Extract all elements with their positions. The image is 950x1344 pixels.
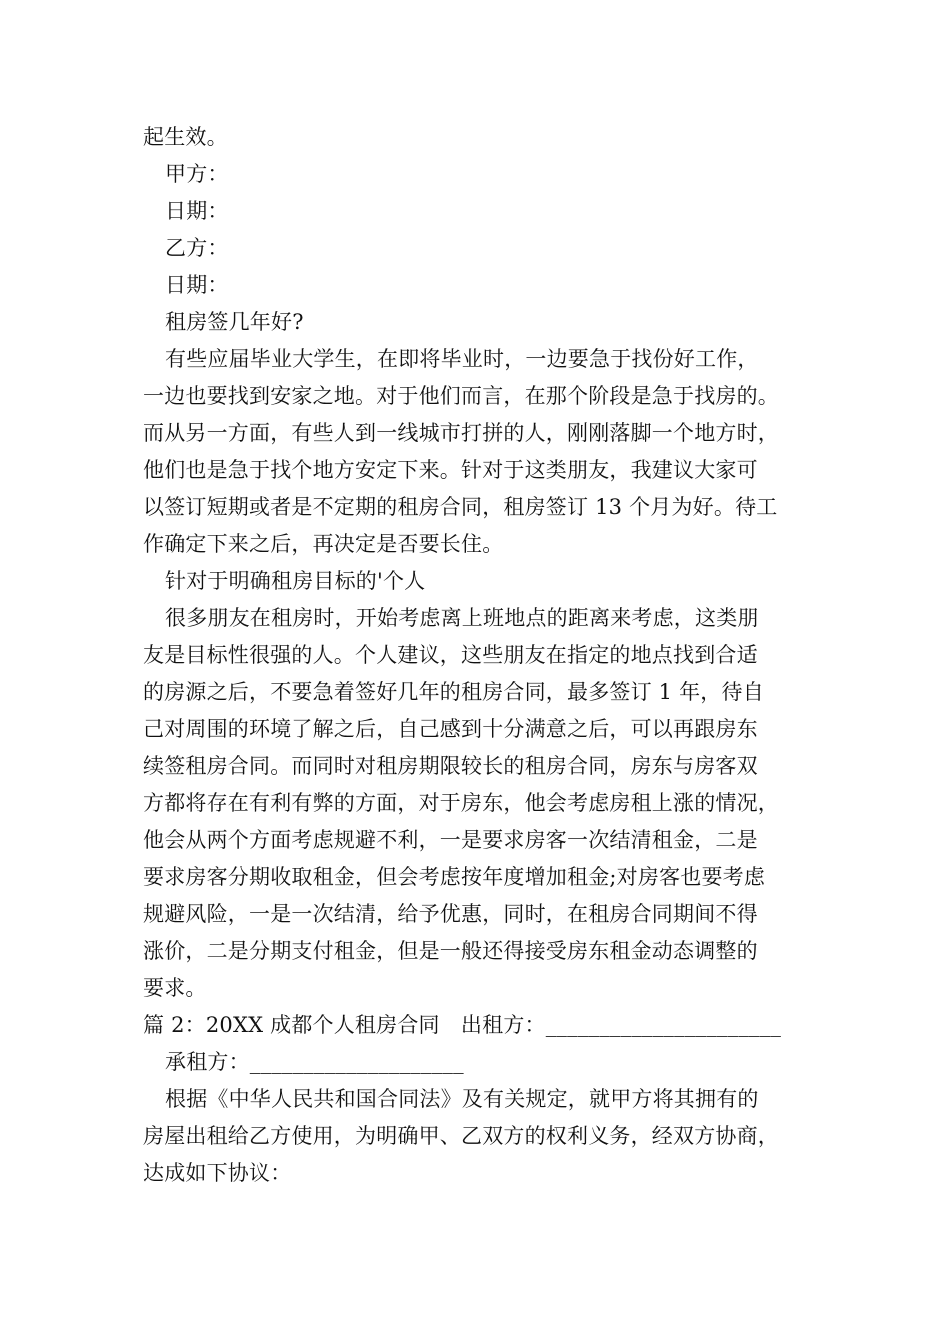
paragraph-line: 方都将存在有利有弊的方面，对于房东，他会考虑房租上涨的情况， [143,791,779,815]
section-heading: 针对于明确租房目标的'个人 [165,569,426,593]
paragraph-line: 规避风险，一是一次结清，给予优惠，同时，在租房合同期间不得 [143,902,758,926]
lessee-line: 承租方：____________________ [165,1050,464,1074]
paragraph-line: 己对周围的环境了解之后，自己感到十分满意之后，可以再跟房东 [143,717,758,741]
party-a-label: 甲方： [165,162,229,186]
paragraph-line: 他会从两个方面考虑规避不利，一是要求房客一次结清租金，二是 [143,828,758,852]
paragraph-line: 要求房客分期收取租金，但会考虑按年度增加租金;对房客也要考虑 [143,865,766,889]
paragraph-line: 续签租房合同。而同时对租房期限较长的租房合同，房东与房客双 [143,754,758,778]
paragraph-line: 根据《中华人民共和国合同法》及有关规定，就甲方将其拥有的 [165,1087,759,1111]
paragraph-line: 以签订短期或者是不定期的租房合同，租房签订 13 个月为好。待工 [143,495,778,519]
paragraph-line: 房屋出租给乙方使用，为明确甲、乙双方的权利义务，经双方协商， [143,1124,779,1148]
paragraph-line: 要求。 [143,976,207,1000]
paragraph-line: 涨价，二是分期支付租金，但是一般还得接受房东租金动态调整的 [143,939,758,963]
paragraph-line: 而从另一方面，有些人到一线城市打拼的人，刚刚落脚一个地方时， [143,421,779,445]
paragraph-line: 一边也要找到安家之地。对于他们而言，在那个阶段是急于找房的。 [143,384,779,408]
paragraph-line: 友是目标性很强的人。个人建议，这些朋友在指定的地点找到合适 [143,643,758,667]
party-b-label: 乙方： [165,236,229,260]
paragraph-line: 达成如下协议： [143,1161,292,1185]
paragraph-line: 的房源之后，不要急着签好几年的租房合同，最多签订 1 年，待自 [143,680,764,704]
date-label: 日期： [165,199,229,223]
contract-heading: 篇 2：20XX 成都个人租房合同 出租方：______________________ [143,1013,782,1037]
paragraph-line: 他们也是急于找个地方安定下来。针对于这类朋友，我建议大家可 [143,458,758,482]
paragraph-line: 作确定下来之后，再决定是否要长住。 [143,532,504,556]
date-label: 日期： [165,273,229,297]
paragraph-line: 有些应届毕业大学生，在即将毕业时，一边要急于找份好工作， [165,347,759,371]
text-line: 起生效。 [143,125,228,149]
section-heading: 租房签几年好? [165,310,304,334]
paragraph-line: 很多朋友在租房时，开始考虑离上班地点的距离来考虑，这类朋 [165,606,759,630]
